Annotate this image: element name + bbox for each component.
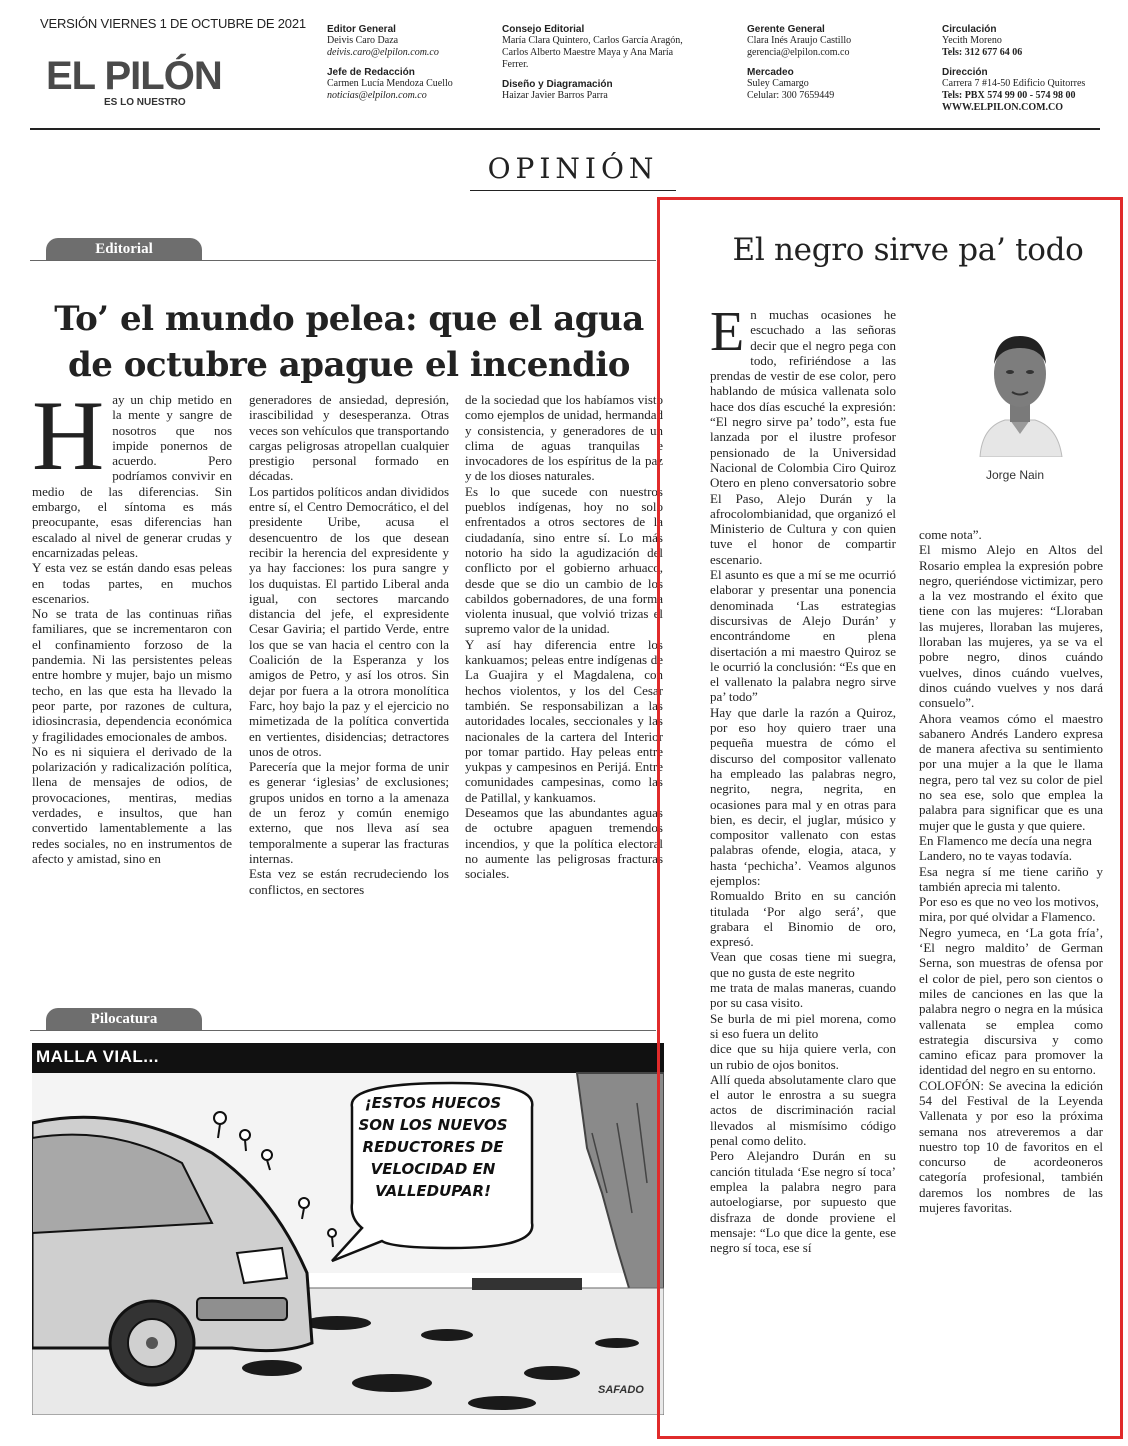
newspaper-logo: EL PILÓN <box>46 54 222 98</box>
speech-bubble-text: ¡ESTOS HUECOS SON LOS NUEVOS REDUCTORES DE VELOCIDAD EN VALLEDUPAR! <box>358 1094 508 1200</box>
cartoon-drawing <box>32 1043 664 1415</box>
staff-line: Yecith Moreno <box>942 35 1002 46</box>
author-photo <box>970 322 1070 457</box>
staff-email: gerencia@elpilon.com.co <box>747 47 850 58</box>
editorial-paragraph: Los partidos políticos andan divididos entre sí, el Centro Democrático, el del presidente Uribe, acusa el desencuentro de los que desean recibir la herencia del expresidente y ya hay facciones: los pura sangre y los duquistas. El partido Liberal anda igual, con sectores marcando distancia del jefe, el expresidente Cesar Gaviria; el partido Verde, entre los que se van hacia el centro con la Coalición de la Esperanza y los amigos de Petro, y así los otros. Sin dejar por fuera a la otrora monolítica Farc, hoy bajo la paz y el ejercicio no mimetizada de la política convertida en vertientes, disidencias; detractores unos de otros. <box>249 483 449 759</box>
opinion-paragraph: dice que su hija quiere verla, con un rubio de ojos bonitos. <box>710 1041 896 1072</box>
opinion-paragraph: Esa negra sí me tiene cariño y también aprecia mi talento. <box>919 863 1103 894</box>
pothole <box>242 1360 302 1376</box>
opinion-paragraph: me trata de malas maneras, cuando por su casa visito. <box>710 980 896 1011</box>
editorial-tab-rule <box>30 260 656 261</box>
opinion-paragraph: Landero, no te vayas todavía. <box>919 848 1073 864</box>
opinion-paragraph: El mismo Alejo en Altos del Rosario emplea la expresión pobre negro, queriéndose victimizar, pero a la vez mostrando el éxito que tiene con las mujeres: “Lloraban las mujeres, lloraban las mujeres, lloraban las mujeres, ya se va el pobre negro, dinos cuándo vuelves, dinos cuándo vuelves, dinos cuándo vuelves y nos dará consuelo”. <box>919 542 1103 711</box>
staff-block <box>747 24 917 59</box>
editorial-dropcap: H <box>32 392 105 491</box>
masthead-divider <box>30 128 1100 130</box>
edition-date: VERSIÓN VIERNES 1 DE OCTUBRE DE 2021 <box>40 16 306 31</box>
editorial-paragraph: Es lo que sucede con nuestros pueblos indígenas, hoy no solo enfrentados a otros sectores de la ciudadanía, sino entre sí. Lo más notorio ha sido la agudización del conflicto por el gobierno arhuaco, desde que se dio un cambio de los cabildos gobernadores, de una forma violenta inusual, que volvió trizas el supremo valor de la unidad. <box>465 483 663 637</box>
section-title: OPINIÓN <box>487 152 659 185</box>
opinion-paragraph: come nota”. <box>919 527 982 542</box>
staff-line: María Clara Quintero, Carlos García Aragón, <box>502 35 683 46</box>
pothole <box>352 1374 432 1392</box>
editorial-paragraph: generadores de ansiedad, depresión, irascibilidad y desesperanza. Otras veces son vehículos que transportando cargas peligrosas atropellan cualquier prestigio personal formado en décadas. <box>249 392 449 484</box>
editorial-paragraph: ay un chip metido en la mente y sangre de nosotros que nos impide ponernos de acuerdo. Pero podríamos convivir en medio de las diferencias. Sin embargo, el síntoma es más preocupante, esas diferencias han escalado al nivel de generar crudas y encarnizadas peleas. <box>32 392 232 560</box>
car-headlight <box>237 1248 287 1283</box>
opinion-column-2 <box>919 527 1103 1417</box>
editorial-column-1 <box>32 392 232 982</box>
opinion-paragraph: Vean que cosas tiene mi suegra, que no gusta de este negrito <box>710 949 896 980</box>
staff-line: Tels: 312 677 64 06 <box>942 47 1023 58</box>
editorial-headline-line: To’ el mundo pelea: que el agua <box>54 299 644 339</box>
staff-line: Deivis Caro Daza <box>327 35 399 46</box>
staff-column-2 <box>502 24 722 110</box>
staff-column-1 <box>327 24 487 110</box>
staff-block <box>942 67 1122 114</box>
section-title-underline <box>470 190 676 191</box>
pothole <box>524 1366 580 1380</box>
staff-line: Celular: 300 7659449 <box>747 90 835 101</box>
staff-block <box>502 24 722 71</box>
staff-email: deivis.caro@elpilon.com.co <box>327 47 439 58</box>
staff-block <box>327 24 487 59</box>
cartoon-title: MALLA VIAL... <box>36 1047 159 1066</box>
staff-role: Mercadeo <box>747 67 794 78</box>
editorial-paragraph: de la sociedad que los habíamos visto como ejemplos de unidad, hermandad y consistencia, y generadores de un clima de aguas tranquilas e invocadores de los espíritus de la paz y de los dioses naturales. <box>465 392 663 484</box>
staff-role: Editor General <box>327 24 396 35</box>
editorial-paragraph: Y esta vez se están dando esas peleas en todas partes, en muchos escenarios. <box>32 560 232 606</box>
staff-email: noticias@elpilon.com.co <box>327 90 427 101</box>
staff-role: Consejo Editorial <box>502 24 585 35</box>
editorial-headline-line: de octubre apague el incendio <box>68 345 630 385</box>
opinion-paragraph: mira, por qué olvidar a Flamenco. <box>919 909 1096 925</box>
staff-line: Carmen Lucía Mendoza Cuello <box>327 78 453 89</box>
author-name: Jorge Nain <box>985 468 1045 482</box>
opinion-paragraph: n muchas ocasiones he escuchado a las señoras decir que el negro pega con todo, refiriéndose a las prendas de vestir de ese color, pero hablando de música vallenata solo hace dos días escuché la expresión: “El negro sirve pa’ todo”, esta fue lanzada por el ilustre profesor pensionado de la Universidad Nacional de Colombia Ciro Quiroz Otero en pleno conversatorio sobre El Paso, Alejo Durán y la afrocolombianidad, que organizó el Ministerio de Cultura y con quien tuve el honor de compartir escenario. <box>710 307 896 567</box>
pothole <box>421 1329 473 1341</box>
staff-line: Haizar Javier Barros Parra <box>502 90 608 101</box>
opinion-paragraph: Por eso es que no veo los motivos, <box>919 894 1099 910</box>
staff-role: Dirección <box>942 67 988 78</box>
editorial-column-3 <box>465 392 663 982</box>
cartoon-illustration <box>32 1043 664 1415</box>
opinion-column-1 <box>710 307 896 1415</box>
staff-line: Ferrer. <box>502 59 529 70</box>
pothole <box>303 1316 371 1330</box>
opinion-headline: El negro sirve pa’ todo <box>732 232 1084 268</box>
cartoon-tab: Pilocatura <box>46 1008 202 1030</box>
staff-line: Carrera 7 #14-50 Edificio Quitorres <box>942 78 1086 89</box>
logo-slogan: ES LO NUESTRO <box>104 97 186 108</box>
staff-role: Circulación <box>942 24 997 35</box>
staff-block <box>942 24 1122 59</box>
staff-block <box>502 79 722 102</box>
staff-line: Suley Camargo <box>747 78 809 89</box>
staff-line: Carlos Alberto Maestre Maya y Ana María <box>502 47 674 58</box>
opinion-paragraph: Pero Alejandro Durán en su canción titulada ‘Ese negro sí toca’ emplea la palabra negro para autoelogiarse, por supuesto que disfraza de donde proviene el mensaje: “Lo que dice la gente, ese negro sí toca, ese sí <box>710 1148 896 1256</box>
opinion-paragraph: En Flamenco me decía una negra <box>919 832 1092 848</box>
opinion-dropcap: E <box>710 307 745 363</box>
editorial-paragraph: Deseamos que las abundantes aguas de octubre apaguen tremendos incendios, y que la política electoral no aumente las peligrosas fracturas sociales. <box>465 805 663 882</box>
car-bumper <box>197 1298 287 1320</box>
opinion-paragraph: Romualdo Brito en su canción titulada ‘Por algo será’, que grabara el Binomio de oro, expresó. <box>710 888 896 950</box>
opinion-paragraph: Allí queda absolutamente claro que el autor le enrostra a su suegra actos de discriminación racial llevados al mismísimo código penal como delito. <box>710 1071 896 1149</box>
staff-block <box>327 67 487 102</box>
staff-column-4 <box>942 24 1122 122</box>
distant-building <box>472 1278 582 1290</box>
opinion-paragraph: Se burla de mi piel morena, como si eso fuera un delito <box>710 1010 896 1041</box>
editorial-headline <box>40 296 658 388</box>
opinion-paragraph: El asunto es que a mí se me ocurrió elaborar y presentar una ponencia denominada ‘Las estrategias discursivas de Alejo Durán’ y encontrándome en plena disertación a mi maestro Quiroz se le ocurrió la conclusión: “Es que en el vallenato la palabra negro sirve pa’ todo” <box>710 567 896 705</box>
editorial-paragraph: Y así hay diferencia entre los kankuamos; peleas entre indígenas de La Guajira y el Magdalena, con hechos violentos, y los del Cesar también. Se responsabilizan a las autoridades locales, seccionales y las nacionales de la cartera del Interior por tomar partido. Hay peleas entre yukpas y campesinos en Perijá. Entre comunidades campesinas, como las de Patillal, y kankuamos. <box>465 636 663 805</box>
editorial-paragraph: Parecería que la mejor forma de unir es generar ‘iglesias’ de exclusiones; grupos unidos en torno a la amenaza de un feroz y común enemigo externo, que nos lleva así sea temporalmente a superar las fracturas internas. <box>249 759 449 866</box>
pothole <box>595 1338 639 1348</box>
editorial-paragraph: No es ni siquiera el derivado de la polarización y radicalización política, llena de mensajes de odios, de provocaciones, mentiras, medias verdades, e insultos, que han convertido lamentablemente a las redes sociales, no en instrumentos de afecto y amistad, sino en <box>32 743 232 866</box>
opinion-paragraph: Hay que darle la razón a Quiroz, por eso hoy quiero traer una pequeña muestra de cómo el discurso del compositor vallenato ha empleado las palabras negro, negrito, negra, negrita, en ocasiones para mal y en otras para bien, es decir, el juglar, músico y compositor vallenato con estas palabras ofende, elogia, ataca, y hasta ‘pechicha’. Veamos algunos ejemplos: <box>710 704 896 888</box>
staff-line: Clara Inés Araujo Castillo <box>747 35 852 46</box>
staff-line: Tels: PBX 574 99 00 - 574 98 00 <box>942 90 1076 101</box>
editorial-paragraph: Esta vez se están recrudeciendo los conflictos, en sectores <box>249 866 449 897</box>
opinion-paragraph: COLOFÓN: Se avecina la edición 54 del Festival de la Leyenda Vallenata y por eso la próxima semana nos atreveremos a dar nuestro top 10 de favoritos en el concurso de acordeoneros categoría profesional, también daremos los nombres de las mujeres favoritas. <box>919 1077 1103 1216</box>
editorial-column-2 <box>249 392 449 982</box>
staff-block <box>747 67 917 102</box>
staff-role: Jefe de Redacción <box>327 67 415 78</box>
cartoonist-signature: SAFADO <box>598 1384 644 1396</box>
cartoon-tab-rule <box>30 1030 656 1031</box>
staff-role: Gerente General <box>747 24 825 35</box>
staff-role: Diseño y Diagramación <box>502 79 613 90</box>
opinion-paragraph: Negro yumeca, en ‘La gota fría’, ‘El negro maldito’ de German Serna, son muestras de ofensa por el color de piel, pero son cientos o miles de canciones en las que la palabra negro o negra en la música vallenata se emplea como estrategia discursiva y como camino eficaz para promover la identidad del negro en su entorno. <box>919 924 1103 1078</box>
pothole <box>468 1396 536 1410</box>
opinion-paragraph: Ahora veamos cómo el maestro sabanero Andrés Landero expresa de manera afectiva su sentimiento por una mujer a la que le llama negra, pero tal vez su color de piel no sea ese, solo que emplea la palabra para significar que es una mujer que le gusta y que quiere. <box>919 710 1103 833</box>
staff-column-3 <box>747 24 917 110</box>
website-link[interactable]: WWW.ELPILON.COM.CO <box>942 102 1064 113</box>
editorial-paragraph: No se trata de las continuas riñas familiares, que se incrementaron con el confinamiento forzoso de la pandemia. Ni las persistentes peleas entre hombre y mujer, bajo un mismo techo, en las que esta ha llevado la peor parte, por razones de cultura, idiosincrasia, dependencia económica y fragilidades emocionales de ambos. <box>32 606 232 744</box>
editorial-tab: Editorial <box>46 238 202 260</box>
